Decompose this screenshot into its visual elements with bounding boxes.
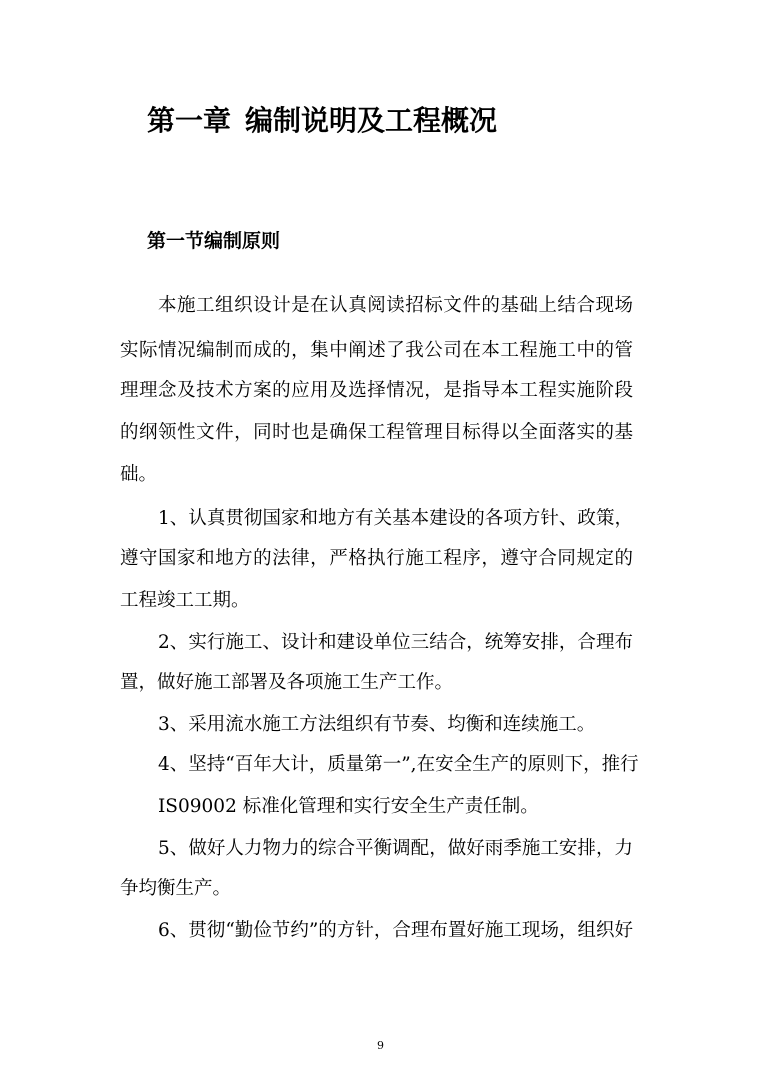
paragraph-line: 实际情况编制而成的，集中阐述了我公司在本工程施工中的管 [120,340,633,361]
list-item-line: 5、做好人力物力的综合平衡调配，做好雨季施工安排，力 [158,838,633,859]
list-item-line: IS09002 标准化管理和实行安全生产责任制。 [158,796,539,817]
list-item-line: 遵守国家和地方的法律，严格执行施工程序，遵守合同规定的 [120,548,633,569]
list-item-line: 置，做好施工部署及各项施工生产工作。 [120,672,454,693]
list-item-line: 1、认真贯彻国家和地方有关基本建设的各项方针、政策， [158,508,633,529]
page-number: 9 [377,1039,384,1052]
chapter-name: 编制说明及工程概况 [245,104,498,137]
paragraph-line: 本施工组织设计是在认真阅读招标文件的基础上结合现场 [158,295,633,316]
section-title: 第一节编制原则 [147,230,281,252]
chapter-title [147,96,497,146]
list-item-line: 2、实行施工、设计和建设单位三结合，统筹安排，合理布 [158,632,633,653]
list-item-line: 4、坚持“百年大计，质量第一”,在安全生产的原则下，推行 [158,754,639,775]
list-item-line: 工程竣工工期。 [120,590,250,611]
list-item-line: 3、采用流水施工方法组织有节奏、均衡和连续施工。 [158,714,596,735]
chapter-number: 第一章 [147,104,232,137]
paragraph-line: 础。 [120,464,158,485]
list-item-line: 6、贯彻“勤俭节约”的方针，合理布置好施工现场，组织好 [158,920,633,941]
paragraph-line: 的纲领性文件，同时也是确保工程管理目标得以全面落实的基 [120,422,633,443]
list-item-line: 争均衡生产。 [120,878,232,899]
paragraph-line: 理理念及技术方案的应用及选择情况，是指导本工程实施阶段 [120,380,633,401]
